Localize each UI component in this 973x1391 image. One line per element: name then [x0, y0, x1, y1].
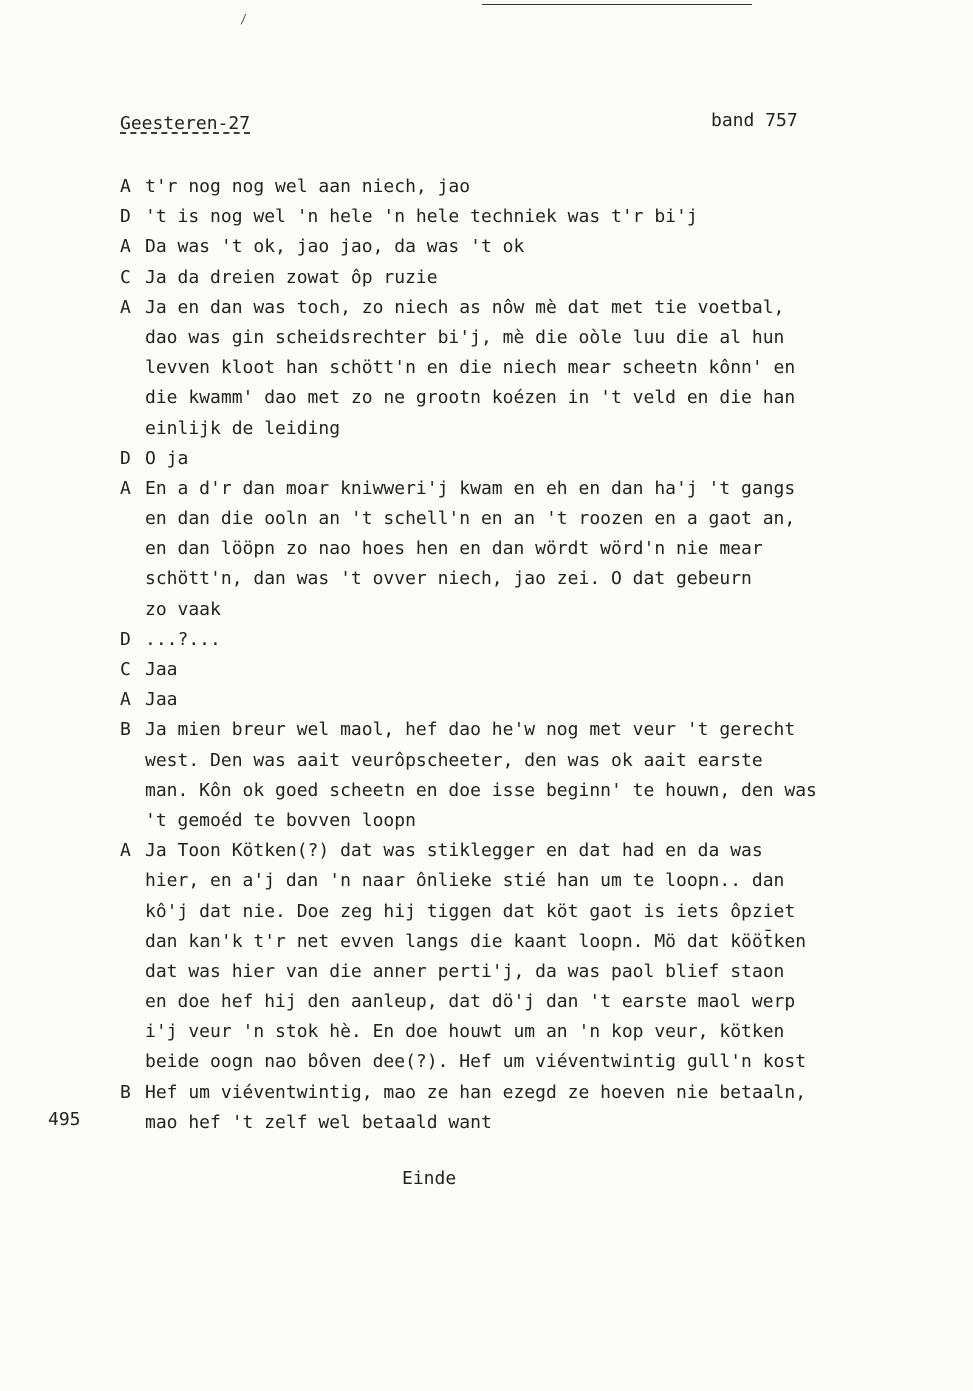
transcript-line: einlijk de leiding: [145, 417, 341, 439]
dialogue-turn: [0, 474, 973, 625]
dialogue-turn: [0, 293, 973, 444]
location-header: Geesteren-27: [120, 113, 251, 134]
end-marker: Einde: [402, 1168, 457, 1189]
transcript-line: man. Kôn ok goed scheetn en doe isse beginn' te houwn, den was: [145, 779, 817, 801]
speaker-label: A: [120, 176, 131, 197]
turn-lines: [145, 715, 973, 836]
turn-lines: [145, 263, 973, 293]
transcript-line: Da was 't ok, jao jao, da was 't ok: [145, 236, 525, 258]
speaker-label: D: [120, 206, 131, 228]
transcript-line: Ja Toon Kötken(?) dat was stiklegger en dat had en da was: [145, 840, 763, 862]
transcript-line: west. Den was aait veurôpscheeter, den was ok aait earste: [145, 749, 763, 771]
transcript-line: 't is nog wel 'n hele 'n hele techniek was t'r bi'j: [145, 206, 698, 228]
turn-lines: [145, 836, 973, 1078]
dialogue-turn: [0, 655, 973, 685]
dialogue-turn: [0, 444, 973, 474]
speaker-label: A: [120, 236, 131, 258]
turn-lines: [145, 1078, 973, 1138]
transcript-line: hier, en a'j dan 'n naar ônlieke stié han um te loopn.. dan: [145, 870, 785, 892]
turn-lines: [145, 232, 973, 262]
transcript-line: beide oogn nao bôven dee(?). Hef um viéventwintig gull'n kost: [145, 1051, 807, 1073]
speaker-label: B: [120, 1081, 131, 1103]
transcript-line: t'r nog nog wel aan niech, jao: [145, 176, 471, 197]
speaker-label: D: [120, 628, 131, 650]
transcript-line: 't gemoéd te bovven loopn: [145, 809, 416, 831]
speaker-label: C: [120, 266, 131, 288]
top-rule: [482, 4, 752, 5]
transcript-line: dao was gin scheidsrechter bi'j, mè die oòle luu die al hun: [145, 326, 785, 348]
turn-lines: [145, 202, 973, 232]
dialogue-turn: [0, 836, 973, 1078]
turn-lines: [145, 625, 973, 655]
speaker-label: C: [120, 659, 131, 680]
transcript-line: i'j veur 'n stok hè. En doe houwt um an 'n kop veur, kötken: [145, 1021, 785, 1043]
page-number: 495: [48, 1109, 81, 1130]
dialogue-turn: [0, 715, 973, 836]
transcript-line: dan kan'k t'r net evven langs die kaant loopn. Mö dat kööt̄ken: [145, 930, 807, 952]
turn-lines: [145, 293, 973, 444]
speaker-label: A: [120, 840, 131, 862]
speaker-label: A: [120, 477, 131, 499]
transcript-line: schött'n, dan was 't ovver niech, jao zei. O dat gebeurn: [145, 568, 752, 590]
transcript-line: Jaa: [145, 659, 178, 680]
dialogue-turn: [0, 232, 973, 262]
transcript-line: die kwamm' dao met zo ne grootn koézen in 't veld en die han: [145, 387, 796, 409]
speaker-label: A: [120, 689, 131, 711]
transcript-line: dat was hier van die anner perti'j, da was paol blief staon: [145, 960, 785, 982]
dialogue-turn: [0, 685, 973, 715]
transcript-line: zo vaak: [145, 598, 221, 620]
turn-lines: [145, 474, 973, 625]
dialogue-turn: [0, 202, 973, 232]
transcript-line: Ja da dreien zowat ôp ruzie: [145, 266, 438, 288]
transcript-line: mao hef 't zelf wel betaald want: [145, 1111, 492, 1133]
dialogue-turn: [0, 625, 973, 655]
transcript-line: levven kloot han schött'n en die niech mear scheetn kônn' en: [145, 357, 796, 379]
tick-mark: /: [240, 12, 248, 26]
dialogue-turn: [0, 1078, 973, 1138]
speaker-label: D: [120, 447, 131, 469]
transcript-line: ...?...: [145, 628, 221, 650]
transcript-line: en dan die ooln an 't schell'n en an 't roozen en a gaot an,: [145, 508, 796, 530]
speaker-label: B: [120, 719, 131, 741]
turn-lines: [145, 172, 973, 202]
turn-lines: [145, 655, 973, 685]
tape-number: band 757: [711, 110, 798, 131]
transcript-line: kô'j dat nie. Doe zeg hij tiggen dat köt gaot is iets ôpziet: [145, 900, 796, 922]
turn-lines: [145, 685, 973, 715]
transcript-line: en dan lööpn zo nao hoes hen en dan wördt wörd'n nie mear: [145, 538, 763, 560]
transcript-line: Hef um viéventwintig, mao ze han ezegd ze hoeven nie betaaln,: [145, 1081, 807, 1103]
turn-lines: [145, 444, 973, 474]
transcript-body: [0, 172, 973, 1138]
dialogue-turn: [0, 172, 973, 202]
transcript-line: Jaa: [145, 689, 178, 711]
transcript-line: Ja mien breur wel maol, hef dao he'w nog met veur 't gerecht: [145, 719, 796, 741]
transcript-line: O ja: [145, 447, 189, 469]
transcript-line: en doe hef hij den aanleup, dat dö'j dan 't earste maol werp: [145, 991, 796, 1013]
speaker-label: A: [120, 296, 131, 318]
dialogue-turn: [0, 263, 973, 293]
transcript-line: Ja en dan was toch, zo niech as nôw mè dat met tie voetbal,: [145, 296, 785, 318]
transcript-line: En a d'r dan moar kniwweri'j kwam en eh en dan ha'j 't gangs: [145, 477, 796, 499]
